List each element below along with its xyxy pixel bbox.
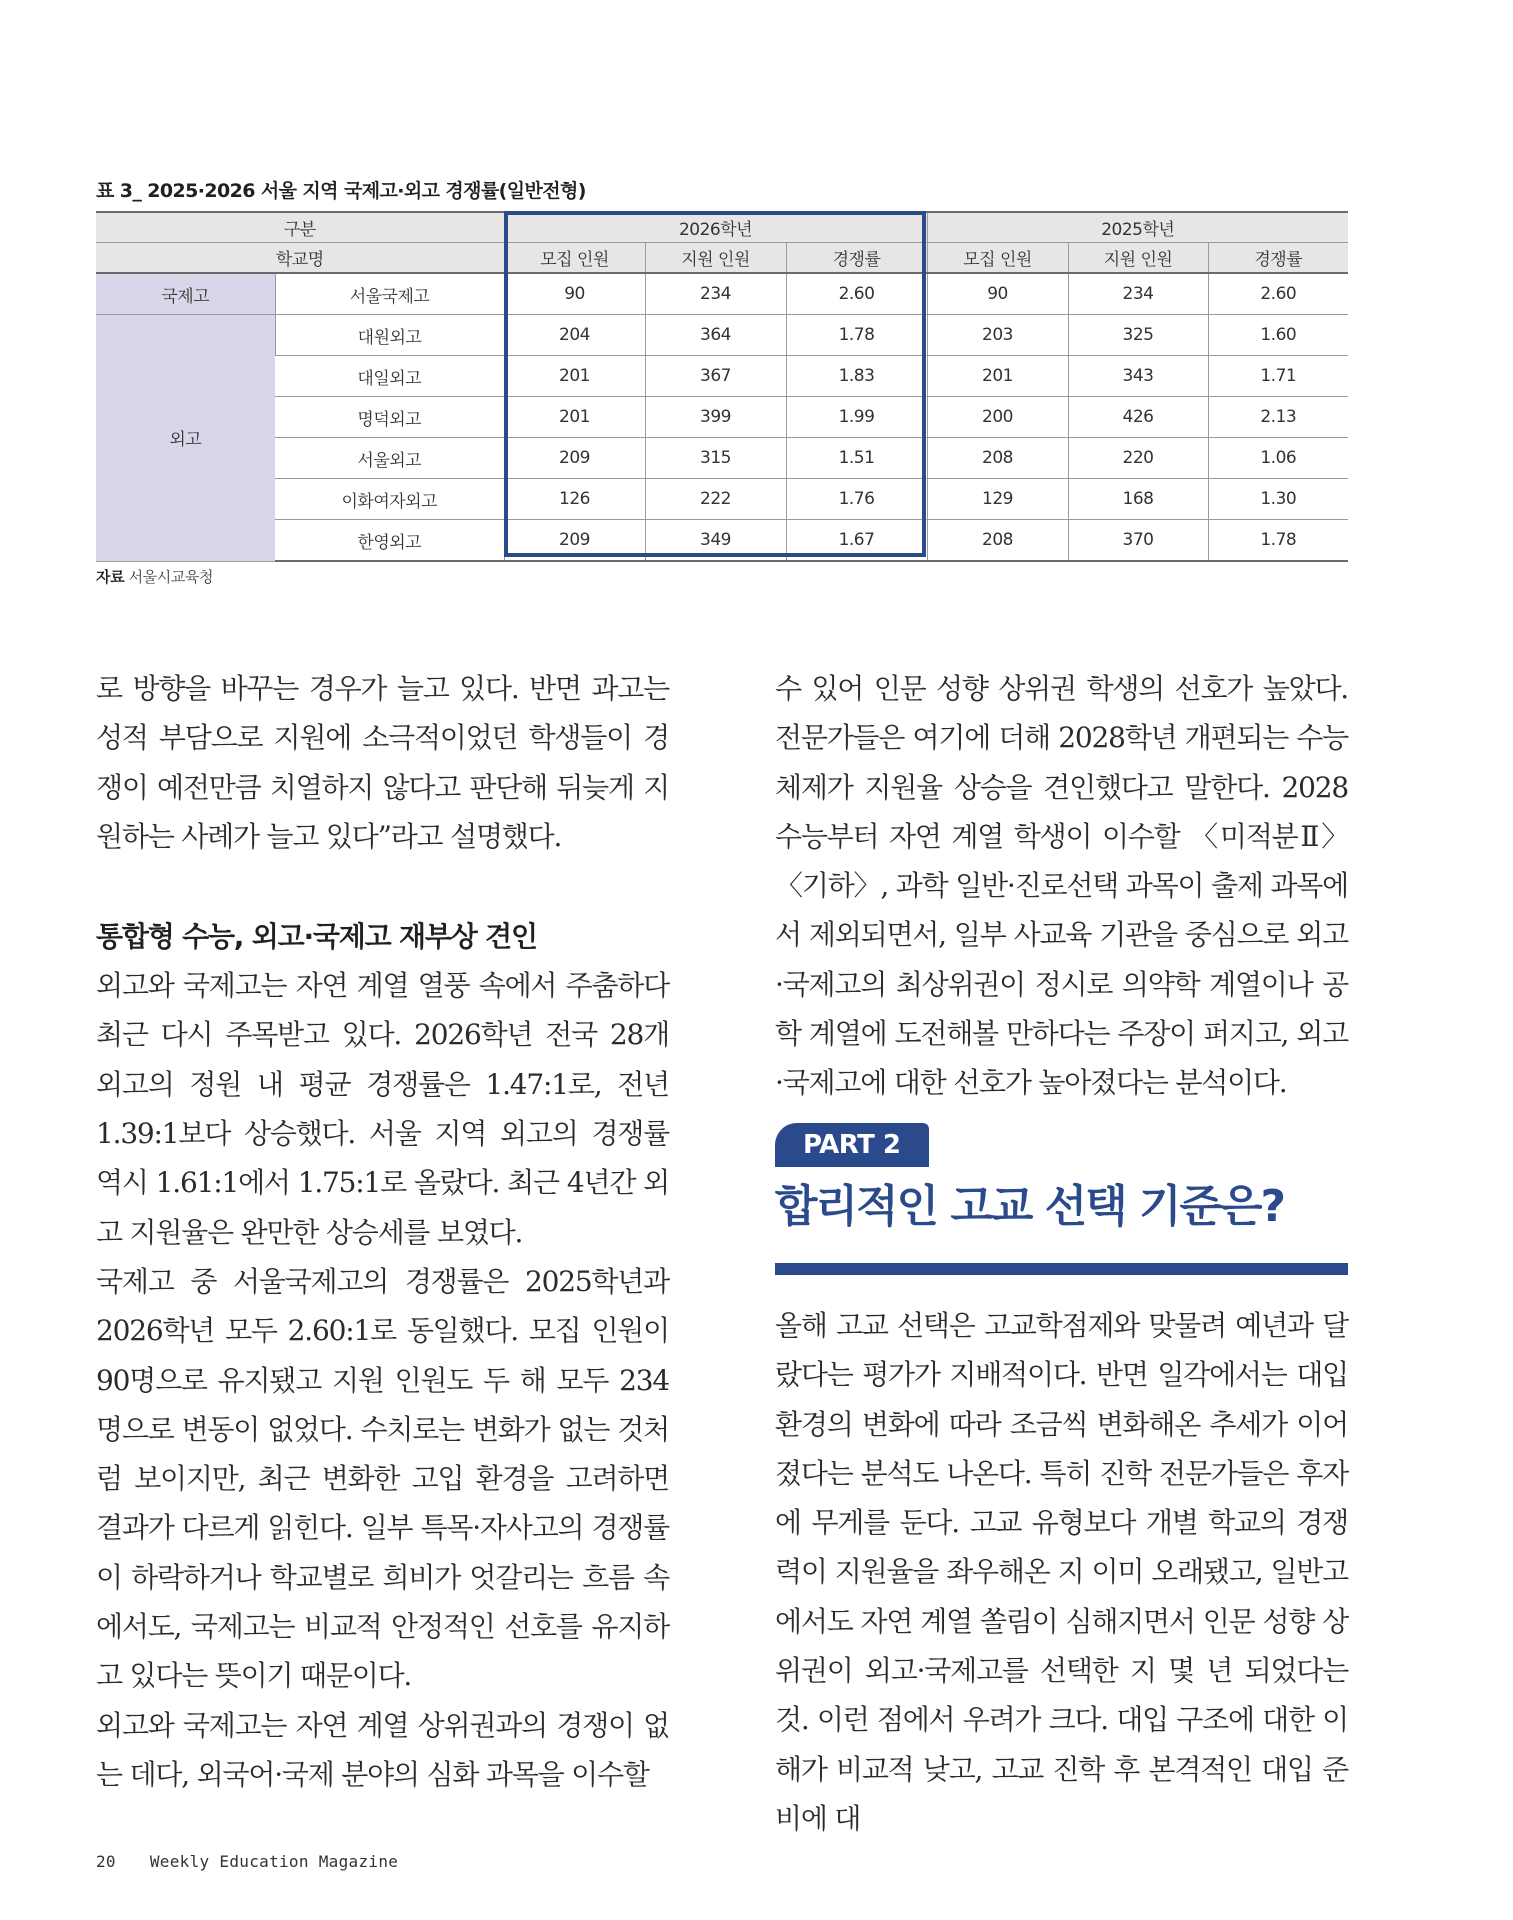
table-row (96, 438, 1348, 479)
school-name-cell: 서울외고 (275, 438, 504, 479)
competition-rate-table (96, 211, 1348, 562)
recruit-2026-cell: 209 (504, 520, 645, 562)
header-rate-2025: 경쟁률 (1208, 243, 1348, 274)
apply-2026-cell: 234 (645, 273, 786, 315)
rate-2025-cell: 1.78 (1208, 520, 1348, 562)
part-badge: PART 2 (775, 1123, 929, 1167)
rate-2026-cell: 1.83 (786, 356, 927, 397)
page-footer (96, 1852, 398, 1871)
body-paragraph: 외고와 국제고는 자연 계열 상위권과의 경쟁이 없는 데다, 외국어·국제 분야의 심화 과목을 이수할 (96, 1708, 669, 1791)
rate-2026-cell: 1.51 (786, 438, 927, 479)
part-divider (775, 1263, 1348, 1275)
header-apply-2025: 지원 인원 (1068, 243, 1208, 274)
rate-2026-cell: 1.78 (786, 315, 927, 356)
apply-2026-cell: 315 (645, 438, 786, 479)
header-category: 구분 (96, 212, 504, 243)
recruit-2026-cell: 201 (504, 356, 645, 397)
rate-2026-cell: 2.60 (786, 273, 927, 315)
header-year-2026: 2026학년 (504, 212, 927, 243)
apply-2026-cell: 399 (645, 397, 786, 438)
apply-2025-cell: 325 (1068, 315, 1208, 356)
table-row (96, 356, 1348, 397)
apply-2025-cell: 343 (1068, 356, 1208, 397)
apply-2025-cell: 234 (1068, 273, 1208, 315)
section-subheading: 통합형 수능, 외고·국제고 재부상 견인 (96, 920, 537, 954)
table-row (96, 273, 1348, 315)
rate-2025-cell: 2.60 (1208, 273, 1348, 315)
apply-2026-cell: 222 (645, 479, 786, 520)
school-name-cell: 한영외고 (275, 520, 504, 562)
table-caption: 표 3_ 2025·2026 서울 지역 국제고·외고 경쟁률(일반전형) (96, 180, 586, 202)
left-column (96, 664, 669, 1799)
table-header-row (96, 212, 1348, 243)
apply-2025-cell: 370 (1068, 520, 1208, 562)
rate-2025-cell: 1.06 (1208, 438, 1348, 479)
recruit-2025-cell: 200 (927, 397, 1068, 438)
apply-2025-cell: 426 (1068, 397, 1208, 438)
body-paragraph: 로 방향을 바꾸는 경우가 늘고 있다. 반면 과고는 성적 부담으로 지원에 소극적이었던 학생들이 경쟁이 예전만큼 치열하지 않다고 판단해 뒤늦게 지원하는 사례가 늘고 있다”라고 설명했다. (96, 672, 669, 853)
apply-2025-cell: 168 (1068, 479, 1208, 520)
header-apply-2026: 지원 인원 (645, 243, 786, 274)
table-row (96, 397, 1348, 438)
school-name-cell: 명덕외고 (275, 397, 504, 438)
body-paragraph: 수 있어 인문 성향 상위권 학생의 선호가 높았다. 전문가들은 여기에 더해 2028학년 개편되는 수능 체제가 지원율 상승을 견인했다고 말한다. 2028 수능부터 자연 계열 학생이 이수할 〈미적분Ⅱ〉 〈기하〉, 과학 일반·진로선택 과목이 출제 과목에서 제외되면서, 일부 사교육 기관을 중심으로 외고·국제고의 최상위권이 정시로 의약학 계열이나 공학 계열에 도전해볼 만하다는 주장이 퍼지고, 외고·국제고에 대한 선호가 높아졌다는 분석이다. (775, 672, 1348, 1100)
rate-2025-cell: 1.30 (1208, 479, 1348, 520)
header-year-2025: 2025학년 (927, 212, 1348, 243)
rate-2025-cell: 2.13 (1208, 397, 1348, 438)
school-name-cell: 서울국제고 (275, 273, 504, 315)
school-name-cell: 대일외고 (275, 356, 504, 397)
source-text: 서울시교육청 (128, 568, 214, 586)
header-recruit-2026: 모집 인원 (504, 243, 645, 274)
recruit-2026-cell: 204 (504, 315, 645, 356)
header-school-name: 학교명 (96, 243, 504, 274)
recruit-2025-cell: 90 (927, 273, 1068, 315)
apply-2026-cell: 349 (645, 520, 786, 562)
rate-2026-cell: 1.99 (786, 397, 927, 438)
body-paragraph: 외고와 국제고는 자연 계열 열풍 속에서 주춤하다 최근 다시 주목받고 있다. 2026학년 전국 28개 외고의 정원 내 평균 경쟁률은 1.47:1로, 전년 1.39:1보다 상승했다. 서울 지역 외고의 경쟁률 역시 1.61:1에서 1.75:1로 올랐다. 최근 4년간 외고 지원율은 완만한 상승세를 보였다. (96, 969, 669, 1249)
recruit-2026-cell: 201 (504, 397, 645, 438)
header-rate-2026: 경쟁률 (786, 243, 927, 274)
magazine-name: Weekly Education Magazine (149, 1852, 399, 1871)
recruit-2026-cell: 126 (504, 479, 645, 520)
table-row (96, 479, 1348, 520)
rate-2026-cell: 1.67 (786, 520, 927, 562)
recruit-2025-cell: 208 (927, 438, 1068, 479)
rate-2025-cell: 1.60 (1208, 315, 1348, 356)
source-label: 자료 (96, 568, 125, 586)
apply-2025-cell: 220 (1068, 438, 1208, 479)
recruit-2025-cell: 201 (927, 356, 1068, 397)
body-paragraph: 올해 고교 선택은 고교학점제와 맞물려 예년과 달랐다는 평가가 지배적이다. 반면 일각에서는 대입 환경의 변화에 따라 조금씩 변화해온 추세가 이어졌다는 분석도 나온다. 특히 진학 전문가들은 후자에 무게를 둔다. 고교 유형보다 개별 학교의 경쟁력이 지원율을 좌우해온 지 이미 오래됐고, 일반고에서도 자연 계열 쏠림이 심해지면서 인문 성향 상위권이 외고·국제고를 선택한 지 몇 년 되었다는 것. 이런 점에서 우려가 크다. 대입 구조에 대한 이해가 비교적 낮고, 고교 진학 후 본격적인 대입 준비에 대 (775, 1308, 1348, 1835)
table-row (96, 520, 1348, 562)
table-row (96, 315, 1348, 356)
recruit-2026-cell: 90 (504, 273, 645, 315)
table-subheader-row (96, 243, 1348, 274)
recruit-2025-cell: 203 (927, 315, 1068, 356)
body-paragraph: 국제고 중 서울국제고의 경쟁률은 2025학년과 2026학년 모두 2.60:1로 동일했다. 모집 인원이 90명으로 유지됐고 지원 인원도 두 해 모두 234명으로 변동이 없었다. 수치로는 변화가 없는 것처럼 보이지만, 최근 변화한 고입 환경을 고려하면 결과가 다르게 읽힌다. 일부 특목·자사고의 경쟁률이 하락하거나 학교별로 희비가 엇갈리는 흐름 속에서도, 국제고는 비교적 안정적인 선호를 유지하고 있다는 뜻이기 때문이다. (96, 1264, 669, 1693)
page-number: 20 (96, 1852, 116, 1871)
recruit-2025-cell: 208 (927, 520, 1068, 562)
part-title: 합리적인 고교 선택 기준은? (775, 1180, 1285, 1232)
source-note (96, 566, 213, 587)
group-cell-foreign: 외고 (96, 315, 275, 562)
header-recruit-2025: 모집 인원 (927, 243, 1068, 274)
apply-2026-cell: 364 (645, 315, 786, 356)
recruit-2025-cell: 129 (927, 479, 1068, 520)
school-name-cell: 이화여자외고 (275, 479, 504, 520)
right-column (775, 664, 1348, 1843)
rate-2026-cell: 1.76 (786, 479, 927, 520)
apply-2026-cell: 367 (645, 356, 786, 397)
recruit-2026-cell: 209 (504, 438, 645, 479)
rate-2025-cell: 1.71 (1208, 356, 1348, 397)
school-name-cell: 대원외고 (275, 315, 504, 356)
group-cell-intl: 국제고 (96, 273, 275, 315)
